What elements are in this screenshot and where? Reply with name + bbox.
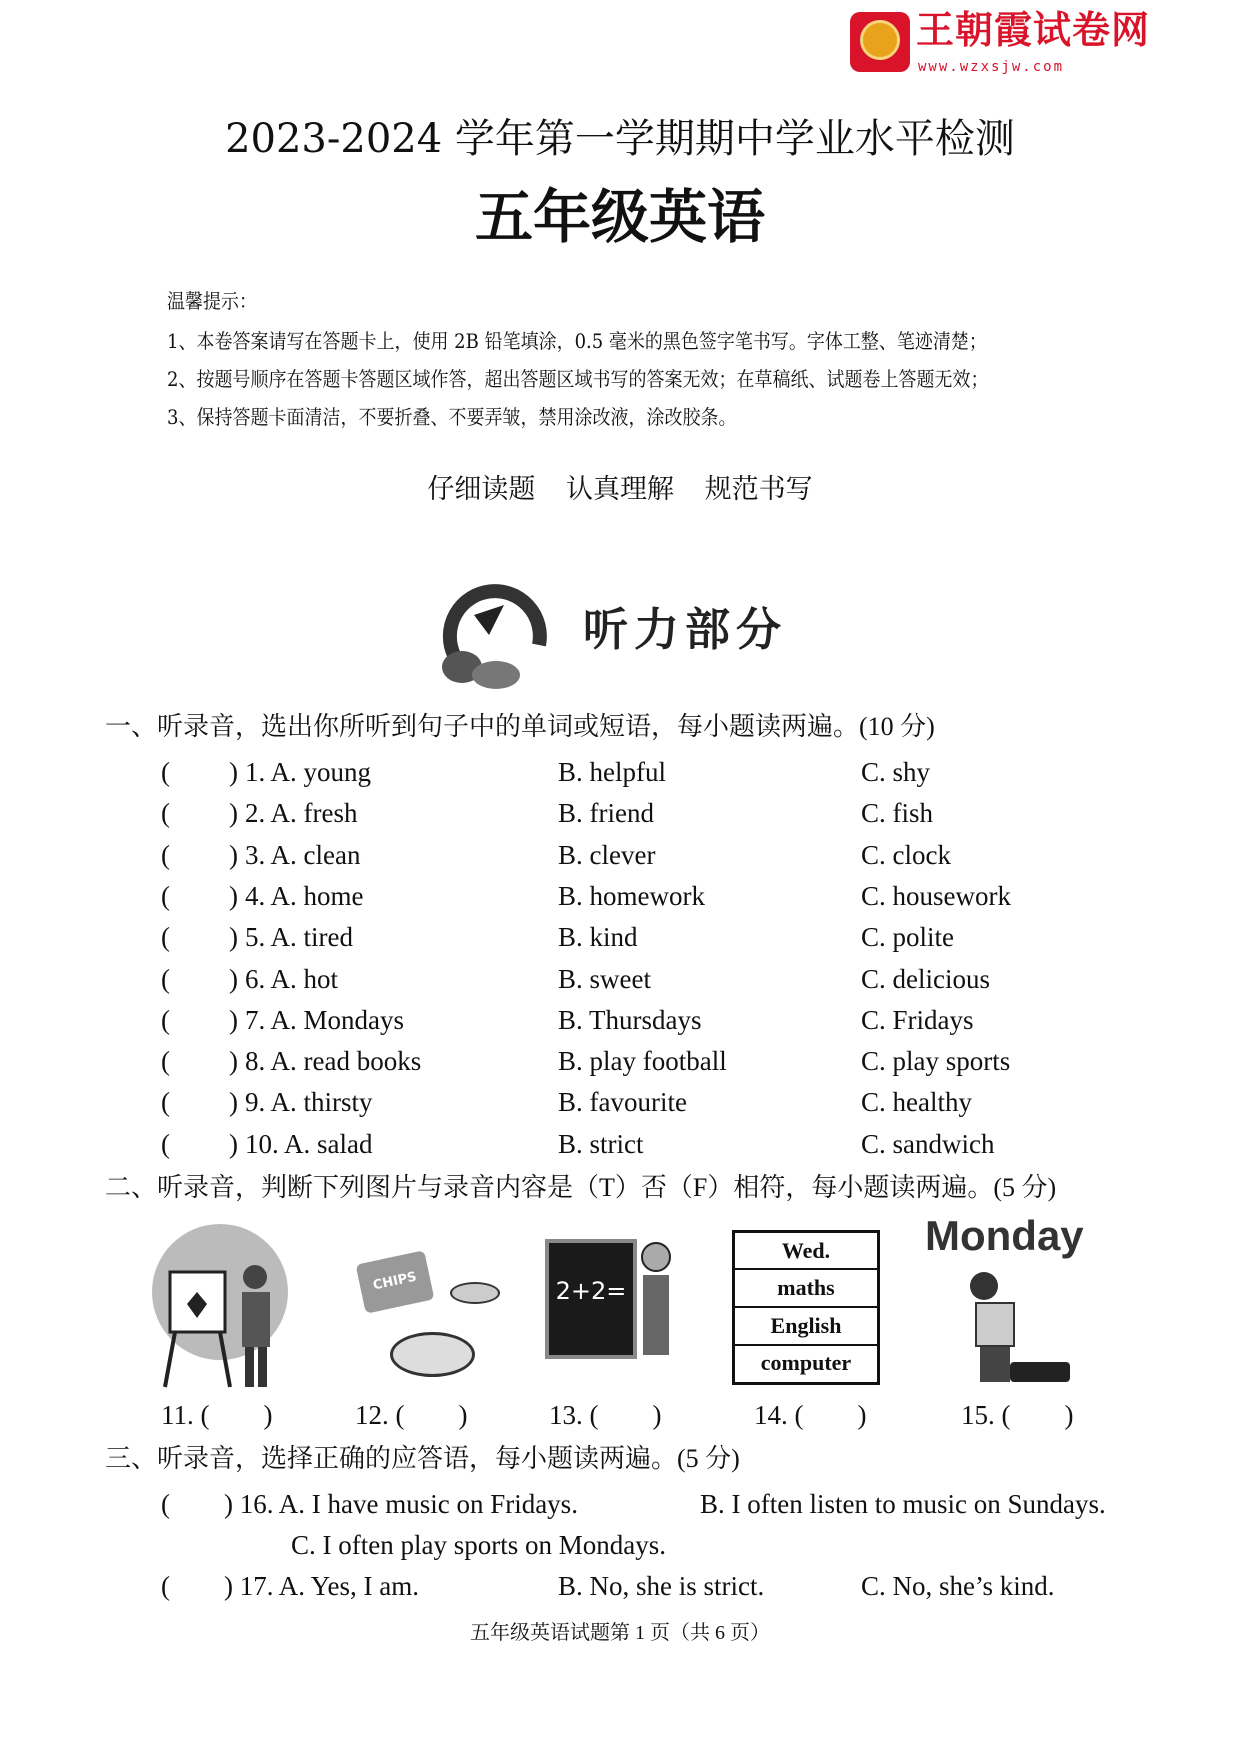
question-7-option-c: C. Fridays [861,1004,974,1035]
logo-url: www.wzxsjw.com [918,59,1065,75]
answer-blank-14[interactable]: 14. ( ) [754,1400,867,1430]
timetable-cell: Wed. [735,1233,877,1270]
question-5-option-b: B. kind [558,922,638,953]
question-1-option-c: C. shy [861,757,931,787]
logo-badge-icon [850,12,910,72]
painting-picture [150,1217,300,1392]
answer-paren-close[interactable]: ) [229,757,238,787]
question-1-option-b: B. helpful [558,757,666,787]
question-9-option-b: B. favourite [558,1087,687,1118]
question-16-option-b: B. I often listen to music on Sundays. [700,1489,1106,1519]
answer-blank-12[interactable]: 12. ( ) [355,1400,468,1430]
answer-paren-open[interactable]: ( [161,922,170,953]
answer-paren-open[interactable]: ( [161,798,170,829]
logo-name: 王朝霞试卷网 [916,8,1151,52]
answer-paren-close[interactable]: ) [229,1046,238,1077]
question-5-option-a: 5. A. tired [245,922,353,953]
section2-heading: 二、听录音，判断下列图片与录音内容是（T）否（F）相符，每小题读两遍。(5 分) [105,1173,1057,1202]
question-2-option-a: 2. A. fresh [245,798,358,829]
exam-subtitle: 五年级英语 [474,183,765,251]
tip-item: 2、按题号顺序在答题卡答题区域作答，超出答题区域书写的答案无效；在草稿纸、试题卷上答题无效； [167,367,989,391]
answer-paren-close[interactable]: ) [229,1128,238,1159]
day-label: Monday [925,1212,1084,1259]
washing-picture [925,1212,1090,1387]
answer-paren-close[interactable]: ) [229,839,238,870]
question-4-option-a: 4. A. home [245,880,364,911]
site-logo [850,8,1180,78]
answer-paren-close[interactable]: ) [229,880,238,911]
question-17-option-a: ( ) 17. A. Yes, I am. [161,1571,420,1601]
answer-paren-open[interactable]: ( [161,1004,170,1035]
question-6-option-a: 6. A. hot [245,963,339,994]
question-1-option-a: 1. A. young [245,757,372,787]
question-2-option-c: C. fish [861,798,934,829]
question-10-option-c: C. sandwich [861,1128,995,1159]
answer-paren-open[interactable]: ( [161,839,170,870]
question-8-option-c: C. play sports [861,1046,1011,1077]
question-3-option-b: B. clever [558,839,656,870]
question-3-option-a: 3. A. clean [245,839,361,870]
question-2-option-b: B. friend [558,798,654,829]
blackboard-picture [545,1217,685,1392]
tip-item: 3、保持答题卡面清洁，不要折叠、不要弄皱，禁用涂改液，涂改胶条。 [167,405,737,429]
question-4-option-c: C. housework [861,880,1011,911]
answer-paren-open[interactable]: ( [161,880,170,911]
question-6-option-b: B. sweet [558,963,651,994]
answer-blank-15[interactable]: 15. ( ) [961,1400,1074,1430]
question-9-option-c: C. healthy [861,1087,972,1118]
answer-paren-open[interactable]: ( [161,963,170,994]
timetable-cell: maths [735,1270,877,1308]
answer-blank-13[interactable]: 13. ( ) [549,1400,662,1430]
question-8-option-b: B. play football [558,1046,727,1077]
answer-paren-close[interactable]: ) [229,1087,238,1118]
tips-heading: 温馨提示： [167,289,257,313]
question-10-option-b: B. strict [558,1128,644,1159]
question-7-option-a: 7. A. Mondays [245,1004,405,1035]
question-17-option-b: B. No, she is strict. [558,1571,765,1601]
question-6-option-c: C. delicious [861,963,990,994]
motto: 仔细读题 认真理解 规范书写 [427,474,813,505]
blackboard-text: 2+2= [545,1239,637,1359]
question-4-option-b: B. homework [558,880,705,911]
question-16-option-a: ( ) 16. A. I have music on Fridays. [161,1489,578,1519]
answer-paren-close[interactable]: ) [229,798,238,829]
section1-heading: 一、听录音，选出你所听到句子中的单词或短语，每小题读两遍。(10 分) [105,712,935,741]
answer-paren-close[interactable]: ) [229,963,238,994]
timetable-cell: computer [760,1350,852,1375]
answer-paren-open[interactable]: ( [161,1128,170,1159]
answer-paren-close[interactable]: ) [229,1004,238,1035]
exam-title: 2023-2024 学年第一学期期中学业水平检测 [225,116,1015,162]
chips-bag-label: CHIPS [356,1250,435,1313]
chips-picture [355,1217,510,1392]
question-16-option-c: C. I often play sports on Mondays. [291,1530,666,1560]
question-7-option-b: B. Thursdays [558,1004,702,1035]
tip-item: 1、本卷答案请写在答题卡上，使用 2B 铅笔填涂，0.5 毫米的黑色签字笔书写。字体工整、笔迹清楚； [167,329,987,353]
headphones-icon [434,575,552,693]
answer-paren-close[interactable]: ) [229,922,238,953]
question-8-option-a: 8. A. read books [245,1046,422,1077]
answer-paren-open[interactable]: ( [161,1087,170,1118]
question-3-option-c: C. clock [861,839,951,870]
answer-paren-open[interactable]: ( [161,757,170,787]
section3-heading: 三、听录音，选择正确的应答语，每小题读两遍。(5 分) [105,1444,740,1473]
timetable-picture [732,1230,880,1385]
page-footer: 五年级英语试题第 1 页（共 6 页） [470,1622,770,1644]
question-5-option-c: C. polite [861,922,954,953]
question-10-option-a: 10. A. salad [245,1128,373,1159]
listening-section-title: 听力部分 [583,603,788,656]
question-9-option-a: 9. A. thirsty [245,1087,373,1118]
timetable-cell: English [735,1308,877,1346]
answer-blank-11[interactable]: 11. ( ) [161,1400,273,1430]
question-17-option-c: C. No, she’s kind. [861,1571,1055,1601]
answer-paren-open[interactable]: ( [161,1046,170,1077]
